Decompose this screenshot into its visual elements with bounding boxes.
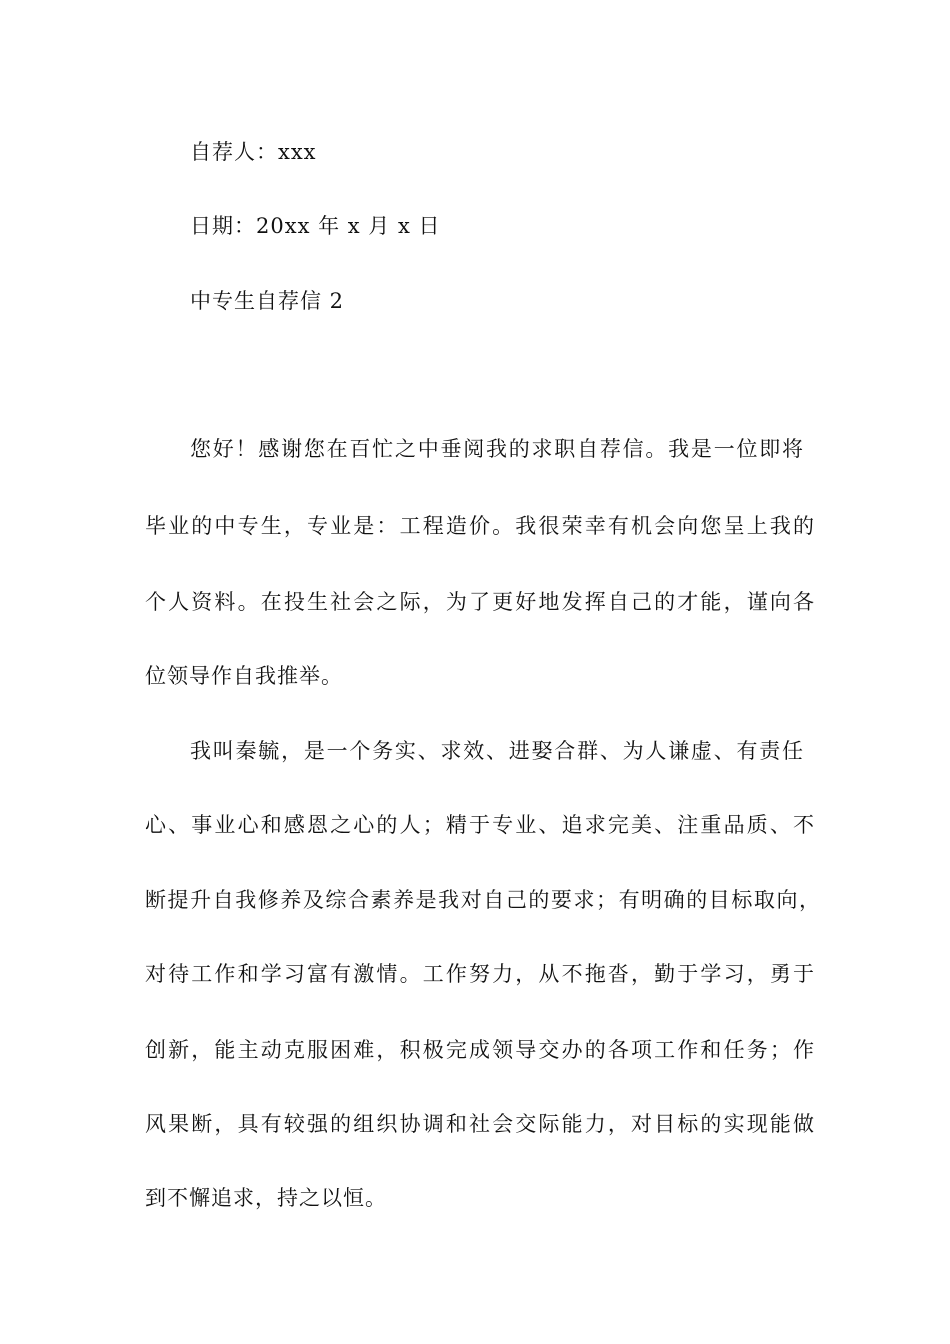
paragraph-2-line-5: 创新，能主动克服困难，积极完成领导交办的各项工作和任务；作: [145, 1038, 815, 1062]
paragraph-1-line-1: 您好！感谢您在百忙之中垂阅我的求职自荐信。我是一位即将: [190, 437, 804, 461]
date-line: 日期：20xx 年 x 月 x 日: [190, 214, 441, 238]
paragraph-2-line-1: 我叫秦毓，是一个务实、求效、进娶合群、为人谦虚、有责任: [190, 739, 804, 763]
recommender-line: 自荐人：xxx: [190, 140, 317, 164]
paragraph-1-line-3: 个人资料。在投生社会之际，为了更好地发挥自己的才能，谨向各: [145, 590, 815, 614]
paragraph-2-line-6: 风果断，具有较强的组织协调和社会交际能力，对目标的实现能做: [145, 1112, 815, 1136]
paragraph-1-line-2: 毕业的中专生，专业是：工程造价。我很荣幸有机会向您呈上我的: [145, 514, 815, 538]
paragraph-2-line-3: 断提升自我修养及综合素养是我对自己的要求；有明确的目标取向，: [145, 888, 821, 912]
paragraph-2-line-7: 到不懈追求，持之以恒。: [145, 1186, 387, 1210]
paragraph-1-line-4: 位领导作自我推举。: [145, 664, 343, 688]
letter-title: 中专生自荐信 2: [190, 289, 345, 313]
paragraph-2-line-2: 心、事业心和感恩之心的人；精于专业、追求完美、注重品质、不: [145, 813, 815, 837]
paragraph-2-line-4: 对待工作和学习富有激情。工作努力，从不拖沓，勤于学习，勇于: [145, 962, 815, 986]
